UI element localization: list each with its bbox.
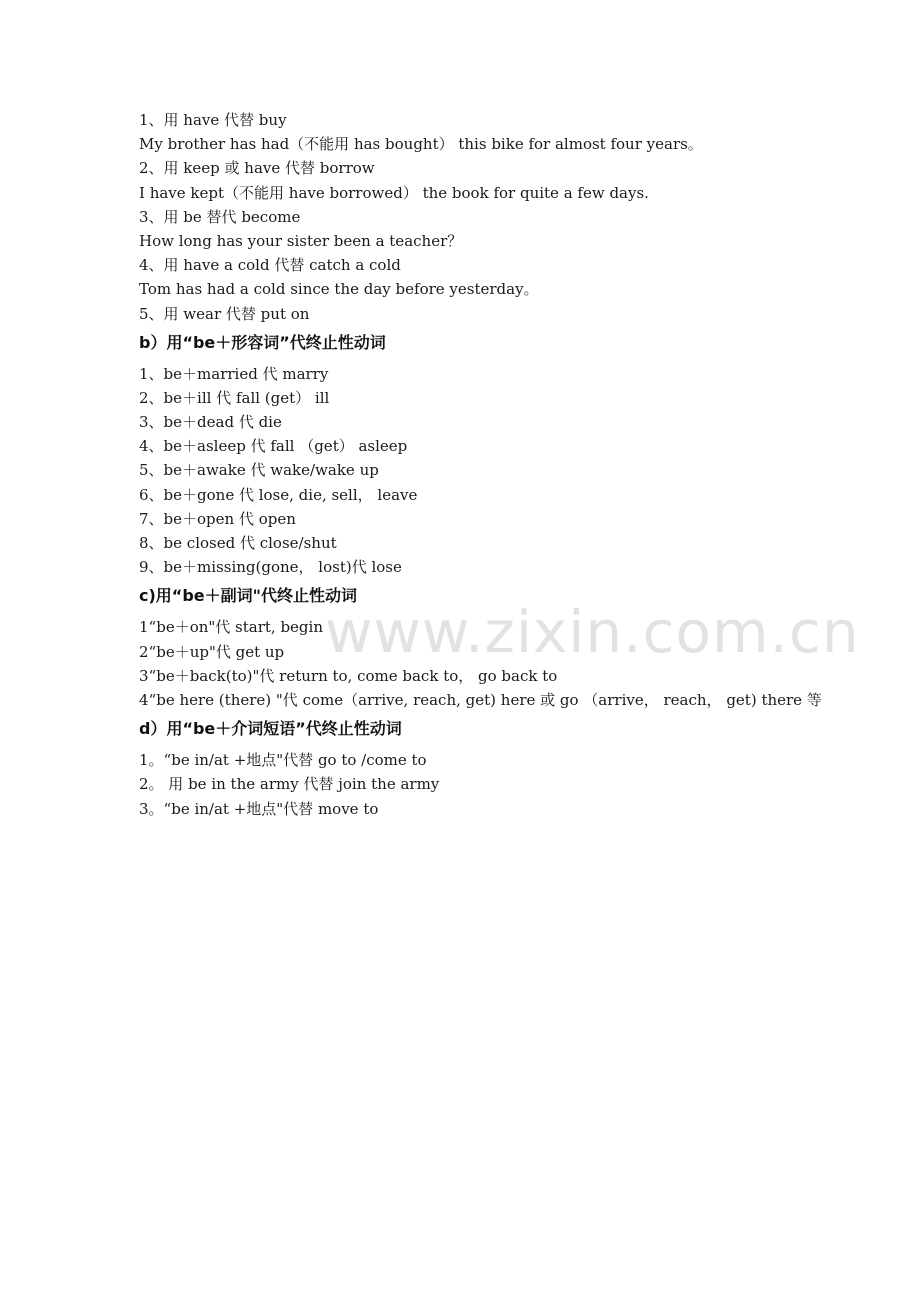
text-line: 2。 用 be in the army 代替 join the army <box>139 775 440 794</box>
text-line: 5、用 wear 代替 put on <box>139 304 310 323</box>
text-line: 3“be＋back(to)"代 return to, come back to， go back to <box>139 666 558 685</box>
text-line: 1、be＋married 代 marry <box>139 364 329 383</box>
text-line: My brother has had（不能用 has bought） this bike for almost four years。 <box>139 135 703 154</box>
text-line: 4、用 have a cold 代替 catch a cold <box>139 256 401 275</box>
watermark: www.zixin.com.cn <box>325 598 860 666</box>
text-line: Tom has had a cold since the day before yesterday。 <box>139 280 539 299</box>
section-heading: d）用“be＋介词短语”代终止性动词 <box>139 719 402 739</box>
text-line: I have kept（不能用 have borrowed） the book for quite a few days. <box>139 183 649 202</box>
text-line: How long has your sister been a teacher？ <box>139 231 463 250</box>
text-line: 2、用 keep 或 have 代替 borrow <box>139 159 375 178</box>
text-line: 9、be＋missing(gone， lost)代 lose <box>139 558 402 577</box>
text-line: 8、be closed 代 close/shut <box>139 534 337 552</box>
text-line: 3。“be in/at +地点"代替 move to <box>139 799 379 818</box>
text-line: 1、用 have 代替 buy <box>139 111 287 129</box>
text-line: 1“be＋on"代 start, begin <box>139 618 323 637</box>
text-line: 3、用 be 替代 become <box>139 207 301 226</box>
text-line: 2、be＋ill 代 fall (get） ill <box>139 388 330 407</box>
section-heading: b）用“be＋形容词”代终止性动词 <box>139 332 386 352</box>
text-line: 6、be＋gone 代 lose, die, sell， leave <box>139 485 418 504</box>
text-line: 7、be＋open 代 open <box>139 509 296 528</box>
document-body <box>139 108 839 821</box>
text-line: 1。“be in/at +地点"代替 go to /come to <box>139 751 427 770</box>
section-heading: c)用“be＋副词"代终止性动词 <box>139 586 357 606</box>
text-line: 4、be＋asleep 代 fall （get） asleep <box>139 437 408 456</box>
section-b <box>139 331 839 580</box>
section-a <box>139 108 839 326</box>
section-d <box>139 717 839 821</box>
text-line: 2“be＋up"代 get up <box>139 642 285 661</box>
text-line: 3、be＋dead 代 die <box>139 413 282 432</box>
text-line: 4“be here (there) "代 come（arrive, reach, get) here 或 go （arrive， reach， get) there 等 <box>139 690 822 709</box>
text-line: 5、be＋awake 代 wake/wake up <box>139 461 379 480</box>
